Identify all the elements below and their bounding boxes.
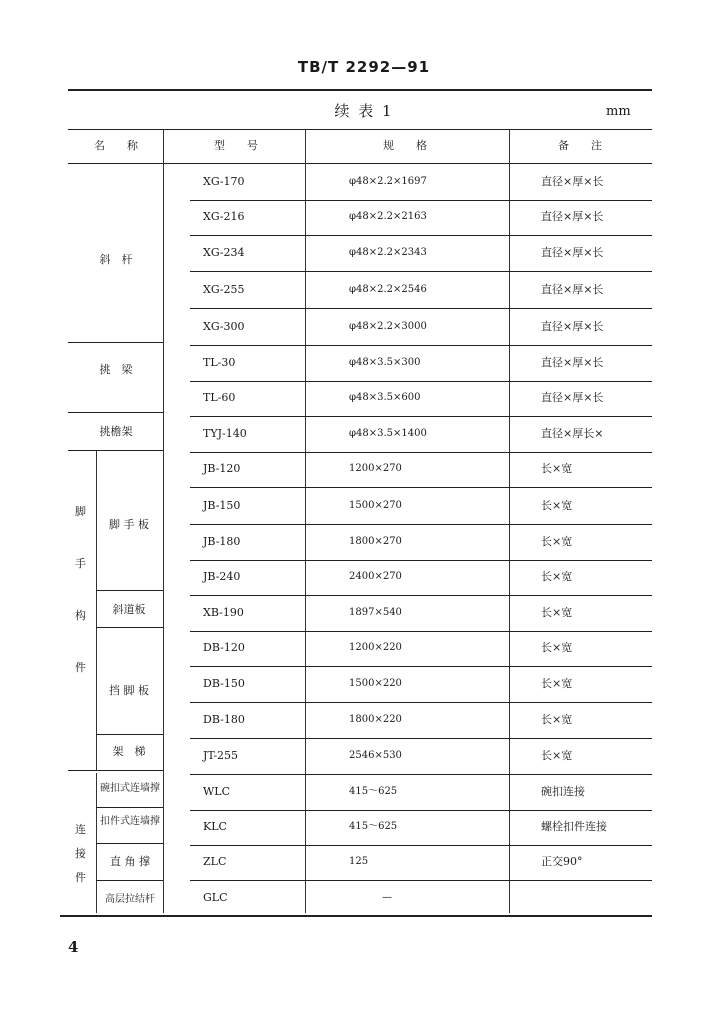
row-spec: 1800×270 bbox=[349, 536, 402, 547]
row-model: JT-255 bbox=[203, 749, 239, 762]
group-label-lianjiejian: 连接件 bbox=[75, 823, 86, 884]
row-model: JB-240 bbox=[203, 570, 241, 583]
header-bottom-rule bbox=[68, 163, 652, 164]
row-remark: 长×宽 bbox=[541, 606, 573, 619]
row-separator bbox=[190, 308, 652, 309]
row-model: WLC bbox=[203, 785, 231, 798]
row-remark: 螺栓扣件连接 bbox=[541, 820, 607, 833]
row-separator bbox=[190, 810, 652, 811]
group-label-xiegan: 斜 杆 bbox=[99, 253, 133, 266]
row-model: XB-190 bbox=[203, 606, 244, 619]
row-spec: 1500×270 bbox=[349, 500, 402, 511]
column-header-model: 型 号 bbox=[214, 139, 258, 152]
row-separator bbox=[190, 738, 652, 739]
row-spec: 1500×220 bbox=[349, 678, 402, 689]
row-remark: 长×宽 bbox=[541, 535, 573, 548]
row-spec: φ48×3.5×300 bbox=[349, 357, 421, 368]
row-spec: 1200×270 bbox=[349, 463, 402, 474]
column-header-name: 名 称 bbox=[94, 139, 138, 152]
sub-column-rule bbox=[96, 450, 97, 770]
row-model: XG-234 bbox=[203, 246, 245, 259]
row-model: DB-120 bbox=[203, 641, 245, 654]
row-remark: 直径×厚×长 bbox=[541, 391, 604, 404]
group-label-jiaoshouban: 脚 手 板 bbox=[109, 518, 149, 531]
page-number: 4 bbox=[68, 938, 79, 956]
row-remark: 碗扣连接 bbox=[541, 785, 585, 798]
row-remark: 长×宽 bbox=[541, 641, 573, 654]
column-header-spec: 规 格 bbox=[383, 139, 427, 152]
name-group-rule bbox=[96, 843, 163, 844]
table-bottom-rule bbox=[60, 915, 652, 917]
name-group-rule bbox=[96, 590, 163, 591]
column-rule bbox=[509, 129, 510, 913]
row-model: JB-120 bbox=[203, 462, 241, 475]
row-remark: 正交90° bbox=[541, 855, 583, 868]
row-remark: 长×宽 bbox=[541, 462, 573, 475]
row-spec: 2546×530 bbox=[349, 750, 402, 761]
row-model: KLC bbox=[203, 820, 227, 833]
top-rule bbox=[68, 89, 652, 91]
group-label-koujian: 扣件式连墙撑 bbox=[100, 816, 160, 827]
row-model: XG-255 bbox=[203, 283, 245, 296]
row-spec: 125 bbox=[349, 856, 369, 867]
group-label-wankou: 碗扣式连墙撑 bbox=[100, 783, 160, 794]
row-spec: 415～625 bbox=[349, 821, 398, 832]
group-label-xiedaoban: 斜道板 bbox=[112, 603, 146, 616]
row-spec: — bbox=[382, 892, 392, 903]
row-remark: 直径×厚×长 bbox=[541, 210, 604, 223]
row-separator bbox=[190, 774, 652, 775]
group-label-dangjiaoban: 挡 脚 板 bbox=[109, 684, 149, 697]
row-separator bbox=[190, 666, 652, 667]
row-model: JB-150 bbox=[203, 499, 241, 512]
row-separator bbox=[190, 702, 652, 703]
row-separator bbox=[190, 416, 652, 417]
name-group-rule bbox=[68, 450, 163, 451]
row-remark: 直径×厚长× bbox=[541, 427, 604, 440]
row-model: XG-216 bbox=[203, 210, 245, 223]
row-separator bbox=[190, 880, 652, 881]
group-label-jiati: 架 梯 bbox=[112, 745, 146, 758]
row-spec: φ48×3.5×1400 bbox=[349, 428, 427, 439]
row-spec: 1200×220 bbox=[349, 642, 402, 653]
row-remark: 直径×厚×长 bbox=[541, 283, 604, 296]
row-remark: 长×宽 bbox=[541, 570, 573, 583]
row-remark: 直径×厚×长 bbox=[541, 175, 604, 188]
row-separator bbox=[190, 524, 652, 525]
name-group-rule bbox=[96, 734, 163, 735]
table-caption: 续 表 1 bbox=[334, 102, 394, 120]
group-label-zhijiao: 直 角 撑 bbox=[110, 855, 150, 868]
group-label-jiaoshou-goujian: 脚手构件 bbox=[75, 505, 86, 674]
group-label-tuiliang: 挑 梁 bbox=[99, 363, 133, 376]
row-spec: φ48×3.5×600 bbox=[349, 392, 421, 403]
row-model: TYJ-140 bbox=[203, 427, 247, 440]
row-remark: 直径×厚×长 bbox=[541, 320, 604, 333]
row-spec: 415～625 bbox=[349, 786, 398, 797]
row-separator bbox=[190, 595, 652, 596]
row-spec: φ48×2.2×3000 bbox=[349, 321, 427, 332]
row-spec: 1897×540 bbox=[349, 607, 402, 618]
row-remark: 长×宽 bbox=[541, 499, 573, 512]
row-separator bbox=[190, 845, 652, 846]
row-model: XG-300 bbox=[203, 320, 245, 333]
header-top-rule bbox=[68, 129, 652, 130]
column-header-remark: 备 注 bbox=[558, 139, 602, 152]
name-group-rule bbox=[68, 770, 163, 771]
group-label-gaoceng: 高层拉结杆 bbox=[105, 894, 155, 905]
row-model: XG-170 bbox=[203, 175, 245, 188]
column-rule bbox=[163, 129, 164, 913]
row-separator bbox=[190, 560, 652, 561]
row-spec: φ48×2.2×2343 bbox=[349, 247, 427, 258]
row-remark: 长×宽 bbox=[541, 713, 573, 726]
name-group-rule bbox=[96, 807, 163, 808]
name-group-rule bbox=[68, 342, 163, 343]
row-model: GLC bbox=[203, 891, 228, 904]
row-remark: 长×宽 bbox=[541, 677, 573, 690]
name-group-rule bbox=[68, 412, 163, 413]
row-spec: φ48×2.2×1697 bbox=[349, 176, 427, 187]
unit-label: mm bbox=[606, 104, 631, 119]
row-separator bbox=[190, 452, 652, 453]
row-separator bbox=[190, 487, 652, 488]
row-model: DB-150 bbox=[203, 677, 245, 690]
row-model: TL-60 bbox=[203, 391, 236, 404]
row-separator bbox=[190, 345, 652, 346]
name-group-rule bbox=[96, 880, 163, 881]
row-remark: 长×宽 bbox=[541, 749, 573, 762]
row-separator bbox=[190, 381, 652, 382]
row-spec: φ48×2.2×2546 bbox=[349, 284, 427, 295]
row-separator bbox=[190, 235, 652, 236]
row-model: ZLC bbox=[203, 855, 227, 868]
row-separator bbox=[190, 631, 652, 632]
row-separator bbox=[190, 271, 652, 272]
name-group-rule bbox=[96, 627, 163, 628]
row-spec: φ48×2.2×2163 bbox=[349, 211, 427, 222]
row-remark: 直径×厚×长 bbox=[541, 356, 604, 369]
document-header: TB/T 2292—91 bbox=[297, 58, 431, 76]
row-separator bbox=[190, 200, 652, 201]
row-model: DB-180 bbox=[203, 713, 245, 726]
row-model: JB-180 bbox=[203, 535, 241, 548]
column-rule bbox=[305, 129, 306, 913]
row-model: TL-30 bbox=[203, 356, 236, 369]
group-label-tiyanjia: 挑檐架 bbox=[99, 425, 133, 438]
row-spec: 2400×270 bbox=[349, 571, 402, 582]
row-remark: 直径×厚×长 bbox=[541, 246, 604, 259]
row-spec: 1800×220 bbox=[349, 714, 402, 725]
